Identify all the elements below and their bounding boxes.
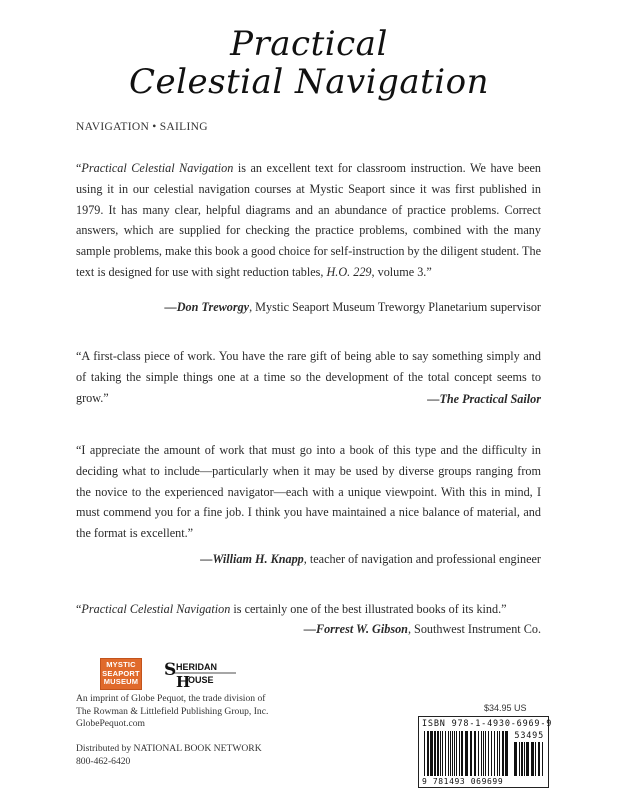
sheridan-logo-h: H (176, 673, 191, 689)
quote-4-affiliation: , Southwest Instrument Co. (407, 622, 541, 636)
quote-3-attribution (200, 552, 541, 567)
category-label: NAVIGATION • SAILING (76, 121, 208, 133)
barcode-addon-text: 53495 (514, 731, 544, 741)
imprint-line2: The Rowman & Littlefield Publishing Group, Inc. (76, 705, 269, 717)
quote-1-table-ref: H.O. 229 (326, 264, 372, 279)
quote-2-attribution (427, 392, 541, 407)
quote-1-attribution (165, 300, 541, 315)
sheridan-house-logo (162, 659, 238, 689)
quote-3 (76, 440, 541, 544)
imprint-website: GlobePequot.com (76, 718, 146, 730)
quote-4-book-title: Practical Celestial Navigation (81, 602, 231, 616)
quote-1-affiliation: , Mystic Seaport Museum Treworgy Planetarium supervisor (249, 300, 541, 314)
barcode-main-bars (424, 731, 510, 776)
imprint-block (76, 693, 268, 731)
quote-2-text: “A first-class piece of work. You have the rare gift of being able to say something simply and of taking the simple things one at a time so the development of the total concept seems to grow.” (76, 349, 541, 405)
barcode-addon-bars (514, 742, 544, 776)
barcode-digits: 9 781493 069699 (422, 777, 504, 786)
quote-3-text: “I appreciate the amount of work that must go into a book of this type and the difficulty in deciding what to include—particularly when it may be used by diverse groups ranging from the novice to the experienced navigator—each with a unique viewpoint. With this in mind, I must commend you for a fine job. I think you have maintained a nice balance of material, and the format is excellent.” (76, 443, 541, 541)
mystic-logo-line2: SEAPORT (102, 668, 140, 678)
quote-2-author: —The Practical Sailor (427, 392, 541, 406)
quote-4: “Practical Celestial Navigation is certainly one of the best illustrated books of its kind.” (76, 602, 507, 616)
mystic-logo-line1: MYSTIC (106, 660, 136, 669)
isbn-barcode (418, 716, 553, 788)
distributor-phone: 800-462-6420 (76, 755, 131, 767)
quote-3-affiliation: , teacher of navigation and professional engineer (303, 552, 541, 566)
imprint-line1: An imprint of Globe Pequot, the trade division of (76, 693, 266, 704)
isbn-text: ISBN 978-1-4930-6969-9 (422, 719, 553, 729)
sheridan-logo-line2: OUSE (188, 675, 214, 685)
quote-1-text-end: , volume 3.” (371, 264, 432, 279)
distributor-name: Distributed by NATIONAL BOOK NETWORK (76, 743, 262, 754)
sheridan-logo-line1: HERIDAN (176, 662, 218, 672)
mystic-seaport-museum-logo (100, 658, 142, 690)
book-title-line1: Practical (230, 24, 388, 64)
quote-1-book-title: Practical Celestial Navigation (81, 161, 234, 175)
quote-4-text: is certainly one of the best illustrated books of its kind.” (230, 602, 507, 616)
quote-4-attribution (304, 622, 541, 637)
quote-1: “Practical Celestial Navigation is an excellent text for classroom instruction. We have been using it in our celestial navigation courses at Mystic Seaport since it was first published in 1979. It has many clear, helpful diagrams and an abundance of practice problems. Correct answers, which are supplied for checking the practice problems, combined with the many sample problems, make this book a good choice for self-instruction by the diligent student. The text is designed for use with sight reduction tables, H.O. 229, volume 3.” (76, 161, 541, 279)
quote-4-author: —Forrest W. Gibson (303, 622, 408, 636)
book-title-line2: Celestial Navigation (128, 62, 490, 102)
mystic-logo-line3: MUSEUM (103, 677, 139, 686)
quote-1-author: —Don Treworgy (164, 300, 250, 314)
sheridan-logo-s: S (164, 660, 177, 680)
quote-1-text: is an excellent text for classroom instruction. We have been using it in our celestial navigation courses at Mystic Seaport since it was first published in 1979. It has many clear, helpful diagrams and an abundance of practice problems. Correct answers, which are supplied for checking the practice problems, combined with the many sample problems, make this book a good choice for self-instruction by the diligent student. The text is designed for use with sight reduction tables, (76, 161, 541, 279)
quote-3-author: —William H. Knapp (200, 552, 304, 566)
distributor-block (76, 743, 262, 768)
price-label: $34.95 US (484, 703, 527, 713)
